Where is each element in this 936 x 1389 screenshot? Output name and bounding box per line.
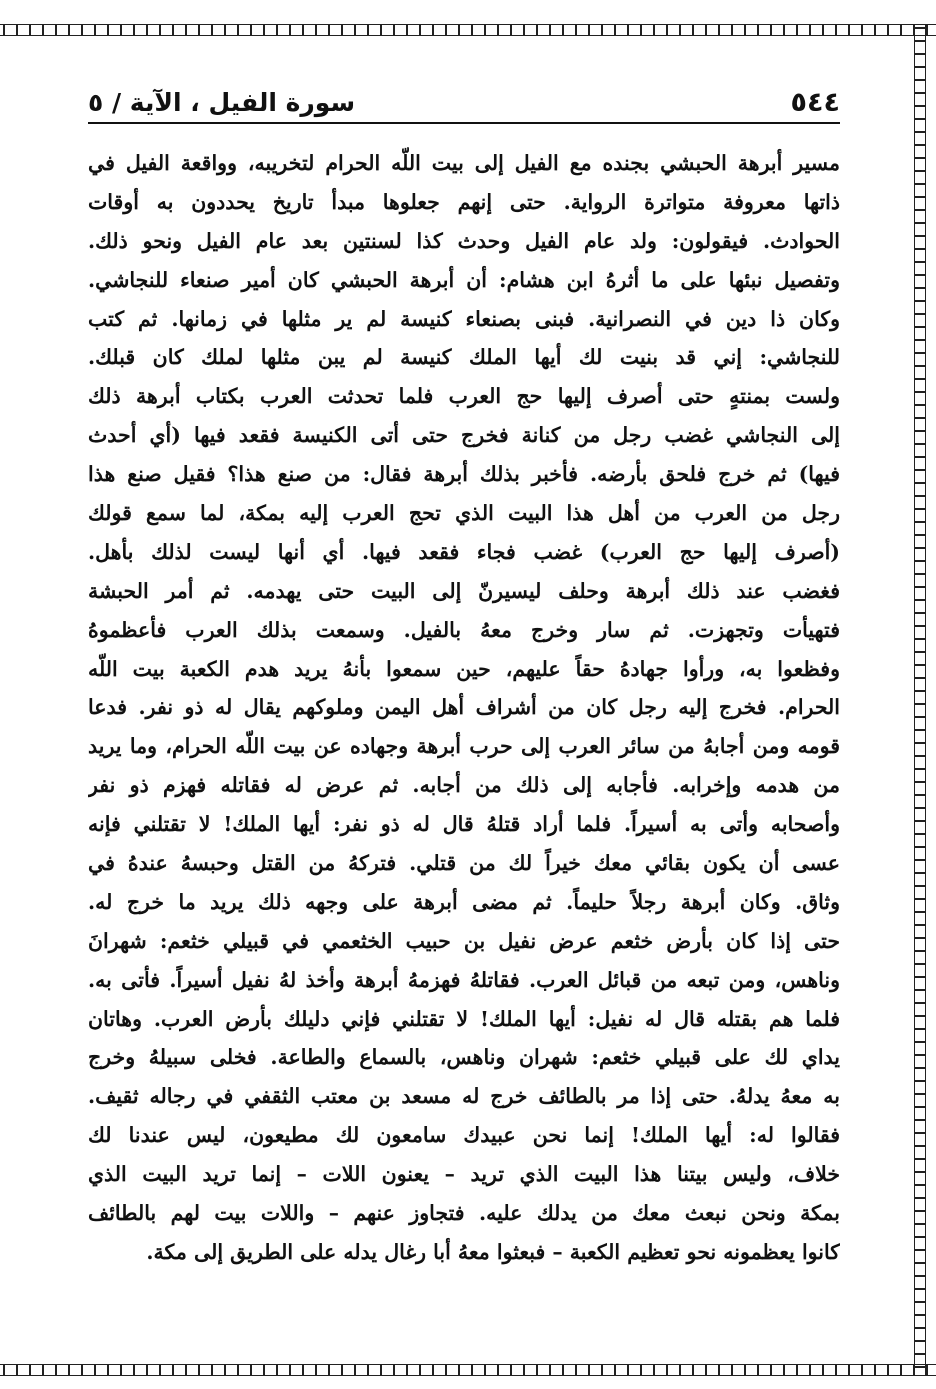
text-line: قومه ومن أجابهُ من سائر العرب إلى حرب أبرهة وجهاده عن بيت اللّه الحرام، وما يريد <box>88 734 840 759</box>
text-line: فقالوا له: أيها الملك! إنما نحن عبيدك سامعون لك مطيعون، ليس عندنا لك <box>88 1123 840 1148</box>
text-line: الحوادث. فيقولون: ولد عام الفيل وحدث كذا لسنتين بعد عام الفيل ونحو ذلك. <box>88 228 840 253</box>
text-line: رجل من العرب من أهل هذا البيت الذي تحج العرب إليه بمكة، لما سمع قولك <box>88 501 840 526</box>
text-line: عسى أن يكون بقائي معك خيراً لك من قتلي. فتركهُ من القتل وحبسهُ عندهُ في <box>88 851 840 876</box>
decorative-chain-border-top <box>0 24 936 36</box>
text-line: الحرام. فخرج إليه رجل كان من أشراف أهل اليمن وملوكهم يقال له ذو نفر. فدعا <box>88 695 840 720</box>
text-line: به معهُ يدلهُ. حتى إذا مر بالطائف خرج له مسعد بن معتب الثقفي في رجاله ثقيف. <box>88 1084 840 1109</box>
text-line: بمكة ونحن نبعث معك من يدلك عليه. فتجاوز عنهم – واللات بيت لهم بالطائف <box>88 1201 840 1226</box>
text-line: ولست بمنتهٍ حتى أصرف إليها حج العرب فلما تحدثت العرب بكتاب أبرهة ذلك <box>88 384 840 409</box>
text-line: من هدمه وإخرابه. فأجابه إلى ذلك من أجابه. ثم عرض له فقاتله فهزم ذو نفر <box>88 773 840 798</box>
text-line: إلى النجاشي غضب رجل من كنانة فخرج حتى أتى الكنيسة فقعد فيها (أي أحدث <box>88 423 840 448</box>
page-header <box>88 82 840 124</box>
text-line: وأصحابه وأتى به أسيراً. فلما أراد قتلهُ قال له ذو نفر: أيها الملك! لا تقتلني فإنه <box>88 812 840 837</box>
text-line: وفظعوا به، ورأوا جهادهُ حقاً عليهم، حين سمعوا بأنهُ يريد هدم الكعبة بيت اللّه <box>88 656 840 681</box>
text-line: وتفصيل نبئها على ما أثرهُ ابن هشام: أن أبرهة الحبشي كان أمير صنعاء للنجاشي. <box>88 267 840 292</box>
decorative-chain-border-bottom <box>0 1364 936 1376</box>
text-line: فغضب عند ذلك أبرهة وحلف ليسيرنّ إلى البيت حتى يهدمه. ثم أمر الحبشة <box>88 578 840 603</box>
text-line: فيها) ثم خرج فلحق بأرضه. فأخبر بذلك أبرهة فقال: من صنع هذا؟ فقيل صنع هذا <box>88 462 840 487</box>
text-line: وناهس، ومن تبعه من قبائل العرب. فقاتلهُ فهزمهُ أبرهة وأخذ لهُ نفيل أسيراً. فأتى به. <box>88 967 840 992</box>
running-title: سورة الفيل ، الآية / ٥ <box>88 87 356 117</box>
decorative-chain-border-right <box>914 24 926 1376</box>
text-line: للنجاشي: إني قد بنيت لك أيها الملك كنيسة لم يبن مثلها لملك كان قبلك. <box>88 345 840 370</box>
text-line: فلما هم بقتله قال له نفيل: أيها الملك! لا تقتلني فإني دليلك بأرض العرب. وهاتان <box>88 1006 840 1031</box>
text-line: (أصرف إليها حج العرب) غضب فجاء فقعد فيها. أي أنها ليست لذلك بأهل. <box>88 539 840 564</box>
body-text <box>88 144 840 1272</box>
text-line: مسير أبرهة الحبشي بجنده مع الفيل إلى بيت اللّه الحرام لتخريبه، وواقعة الفيل في <box>88 151 840 175</box>
text-line: خلاف، وليس بيتنا هذا البيت الذي تريد – يعنون اللات – إنما تريد البيت الذي <box>88 1162 840 1187</box>
text-line: ذاتها معروفة متواترة الرواية. حتى إنهم جعلوها مبدأ تاريخ يحددون به أوقات <box>88 189 840 214</box>
text-line: وثاق. وكان أبرهة رجلاً حليماً. ثم مضى أبرهة على وجهه ذلك يريد ما خرج له. <box>88 889 840 914</box>
text-line: فتهيأت وتجهزت. ثم سار وخرج معهُ بالفيل. وسمعت بذلك العرب فأعظموهُ <box>88 617 840 642</box>
text-line: وكان ذا دين في النصرانية. فبنى بصنعاء كنيسة لم ير مثلها في زمانها. ثم كتب <box>88 306 840 331</box>
text-line: يداي لك على قبيلي خثعم: شهران وناهس، بالسماع والطاعة. فخلى سبيلهُ وخرج <box>88 1045 840 1070</box>
text-line: كانوا يعظمونه نحو تعظيم الكعبة – فبعثوا معهُ أبا رغال يدله على الطريق إلى مكة. <box>146 1239 840 1264</box>
text-line: حتى إذا كان بأرض خثعم عرض نفيل بن حبيب الخثعمي في قبيلي خثعم: شهرانَ <box>88 928 840 953</box>
page-number: ٥٤٤ <box>790 86 840 118</box>
